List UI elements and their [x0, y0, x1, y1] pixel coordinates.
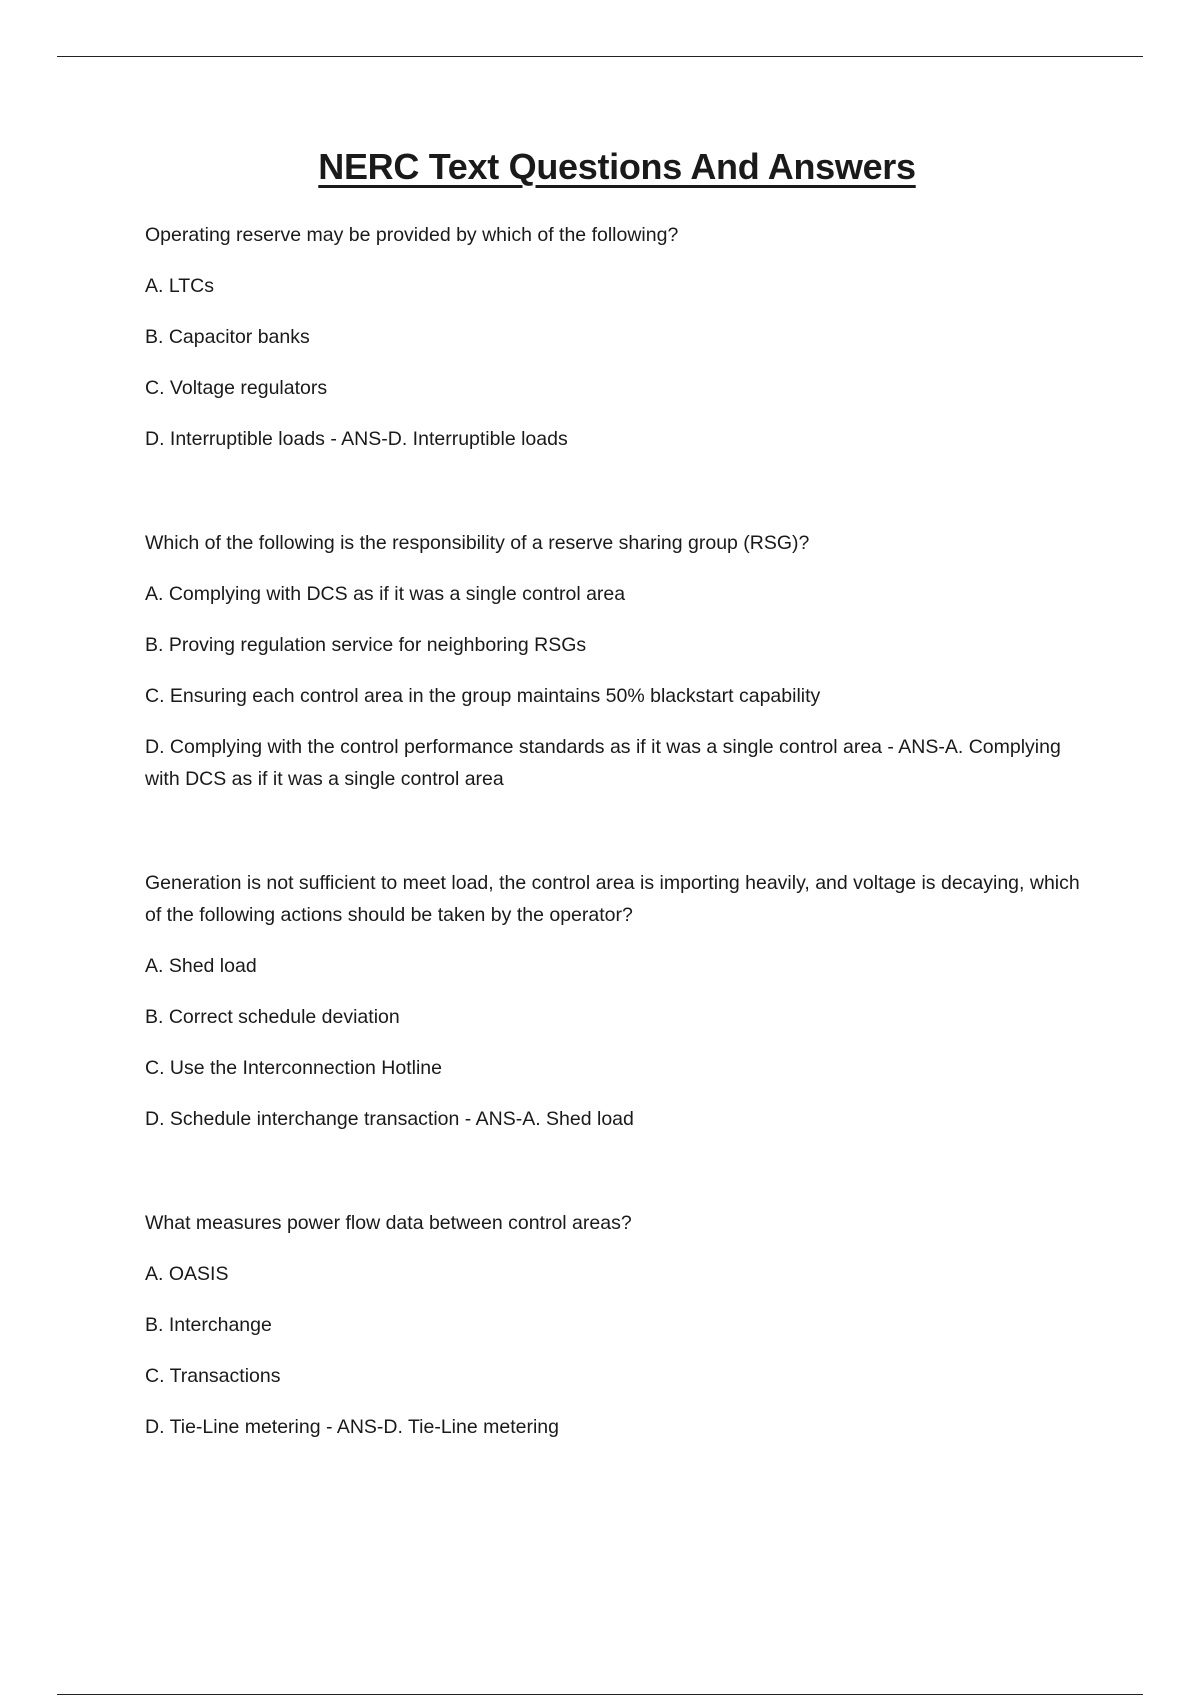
answer-option-c: C. Voltage regulators	[145, 377, 328, 399]
question-text: Which of the following is the responsibility of a reserve sharing group (RSG)?	[145, 532, 810, 554]
answer-option-d: D. Tie-Line metering - ANS-D. Tie-Line metering	[145, 1416, 559, 1438]
answer-option-d: D. Schedule interchange transaction - ANS-A. Shed load	[145, 1108, 634, 1130]
answer-option-b: B. Interchange	[145, 1314, 272, 1336]
header-rule	[57, 56, 1143, 57]
answer-option-c: C. Use the Interconnection Hotline	[145, 1057, 442, 1079]
answer-option-d: D. Interruptible loads - ANS-D. Interruptible loads	[145, 428, 568, 450]
answer-option-a: A. OASIS	[145, 1263, 229, 1285]
answer-option-b: B. Capacitor banks	[145, 326, 310, 348]
page-title	[0, 146, 1200, 188]
answer-option-b: B. Correct schedule deviation	[145, 1006, 400, 1028]
footer-rule	[57, 1694, 1143, 1695]
question-block-2	[145, 527, 1085, 795]
answer-option-c: C. Transactions	[145, 1365, 281, 1387]
answer-option-a: A. LTCs	[145, 275, 214, 297]
question-block-1	[145, 219, 1085, 455]
question-text: What measures power flow data between control areas?	[145, 1212, 632, 1234]
question-block-4	[145, 1207, 1085, 1443]
question-text: Generation is not sufficient to meet load, the control area is importing heavily, and voltage is decaying, which of the following actions should be taken by the operator?	[145, 872, 1080, 926]
answer-option-c: C. Ensuring each control area in the group maintains 50% blackstart capability	[145, 685, 821, 707]
question-block-3	[145, 867, 1085, 1135]
page-title-text: NERC Text Questions And Answers	[318, 146, 916, 187]
answer-option-a: A. Shed load	[145, 955, 257, 977]
answer-option-a: A. Complying with DCS as if it was a single control area	[145, 583, 626, 605]
answer-option-d: D. Complying with the control performance standards as if it was a single control area - ANS-A. Complying with DCS as if it was a single control area	[145, 736, 1061, 790]
answer-option-b: B. Proving regulation service for neighboring RSGs	[145, 634, 587, 656]
question-text: Operating reserve may be provided by which of the following?	[145, 224, 679, 246]
